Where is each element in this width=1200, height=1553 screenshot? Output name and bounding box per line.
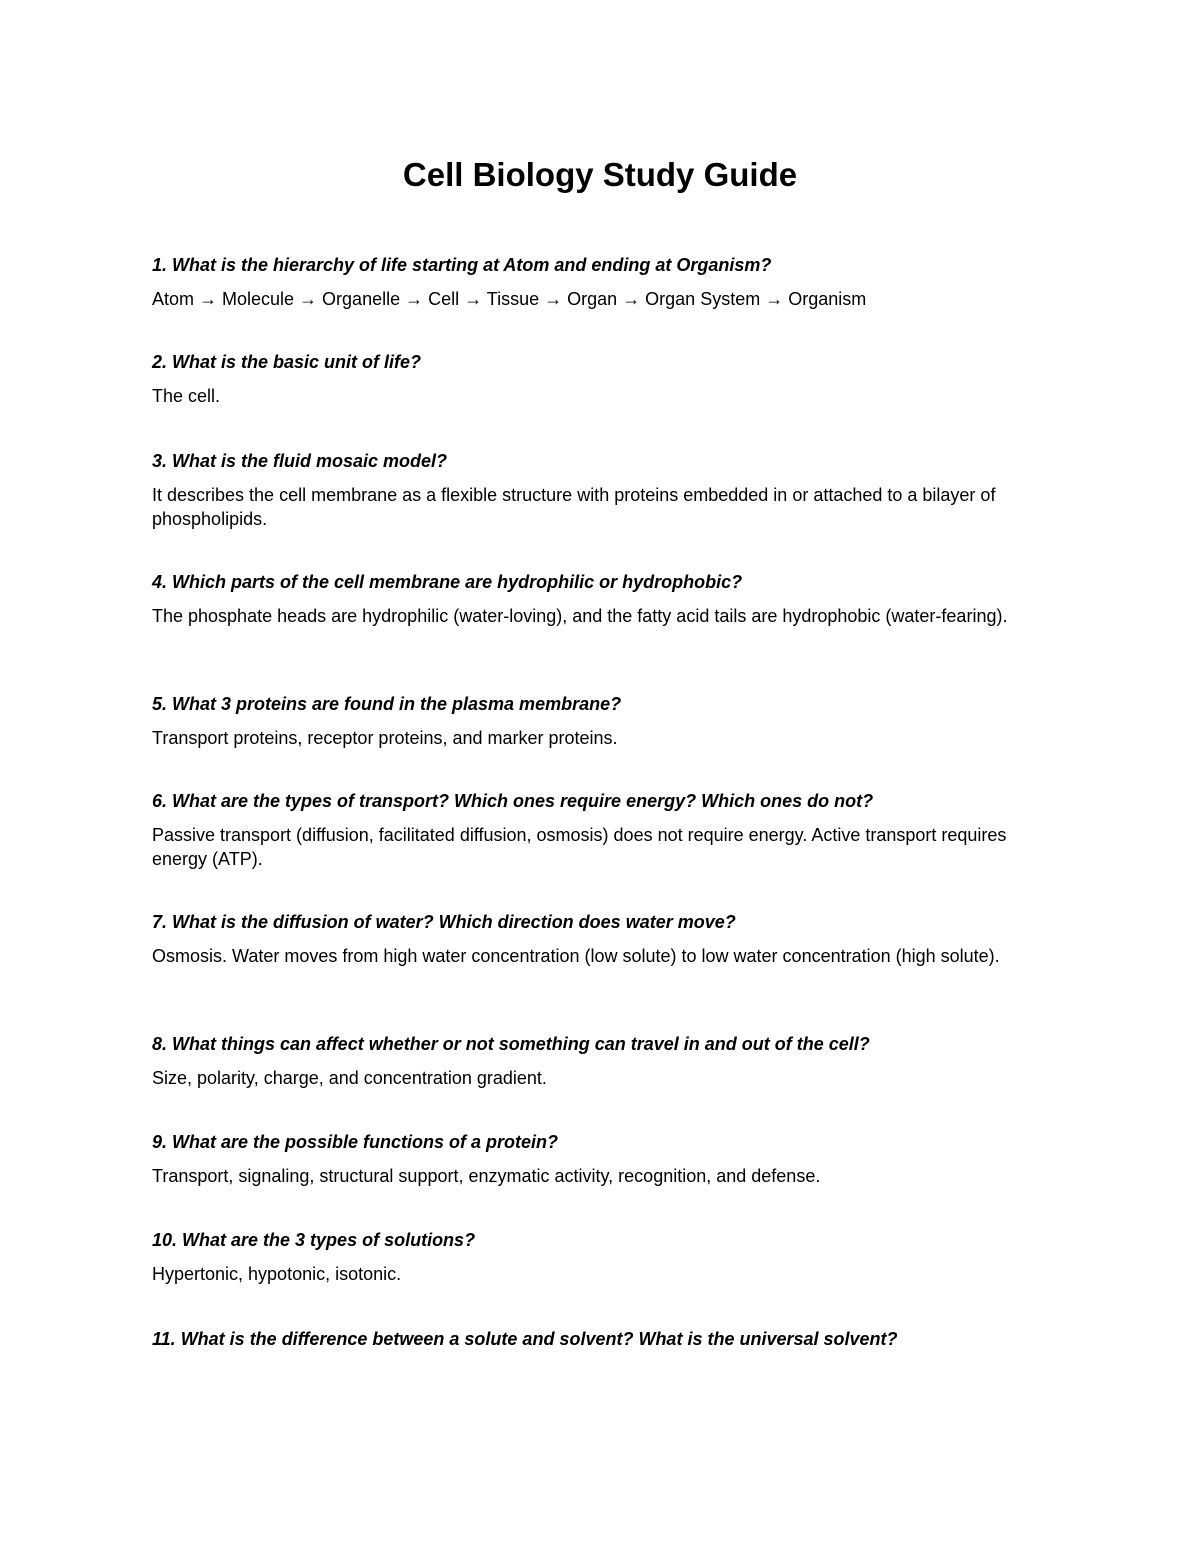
qa-item-6 xyxy=(152,789,1052,871)
qa-item-1 xyxy=(152,253,1052,311)
answer-5: Transport proteins, receptor proteins, and marker proteins. xyxy=(152,728,618,748)
qa-item-2 xyxy=(152,350,1052,408)
answer-2: The cell. xyxy=(152,386,221,406)
answer-8: Size, polarity, charge, and concentration gradient. xyxy=(152,1068,547,1088)
question-7: 7. What is the diffusion of water? Which direction does water move? xyxy=(152,912,736,932)
question-5: 5. What 3 proteins are found in the plasma membrane? xyxy=(152,694,622,714)
page-title: Cell Biology Study Guide xyxy=(402,156,798,193)
qa-item-11 xyxy=(152,1327,1052,1351)
question-11: 11. What is the difference between a solute and solvent? What is the universal solvent? xyxy=(152,1329,898,1349)
qa-item-3 xyxy=(152,449,1052,531)
qa-item-7 xyxy=(152,910,1052,968)
qa-item-4 xyxy=(152,570,1052,628)
answer-9: Transport, signaling, structural support, enzymatic activity, recognition, and defense. xyxy=(152,1166,821,1186)
question-9: 9. What are the possible functions of a protein? xyxy=(152,1132,559,1152)
question-10: 10. What are the 3 types of solutions? xyxy=(152,1230,476,1250)
qa-item-8 xyxy=(152,1032,1052,1090)
question-1: 1. What is the hierarchy of life starting at Atom and ending at Organism? xyxy=(152,255,772,275)
question-2: 2. What is the basic unit of life? xyxy=(152,352,422,372)
answer-10: Hypertonic, hypotonic, isotonic. xyxy=(152,1264,402,1284)
answer-7: Osmosis. Water moves from high water concentration (low solute) to low water concentration (high solute). xyxy=(152,946,1000,966)
question-3: 3. What is the fluid mosaic model? xyxy=(152,451,448,471)
answer-6: Passive transport (diffusion, facilitated diffusion, osmosis) does not require energy. Active transport requires energy (ATP). xyxy=(152,825,1007,869)
answer-3: It describes the cell membrane as a flexible structure with proteins embedded in or attached to a bilayer of phospholipids. xyxy=(152,485,996,529)
question-8: 8. What things can affect whether or not something can travel in and out of the cell? xyxy=(152,1034,870,1054)
answer-1: Atom → Molecule → Organelle → Cell → Tissue → Organ → Organ System → Organism xyxy=(152,289,867,309)
qa-item-5 xyxy=(152,692,1052,750)
question-6: 6. What are the types of transport? Which ones require energy? Which ones do not? xyxy=(152,791,874,811)
qa-item-9 xyxy=(152,1130,1052,1188)
question-4: 4. Which parts of the cell membrane are hydrophilic or hydrophobic? xyxy=(152,572,743,592)
qa-item-10 xyxy=(152,1228,1052,1286)
answer-4: The phosphate heads are hydrophilic (water-loving), and the fatty acid tails are hydrophobic (water-fearing). xyxy=(152,606,1008,626)
